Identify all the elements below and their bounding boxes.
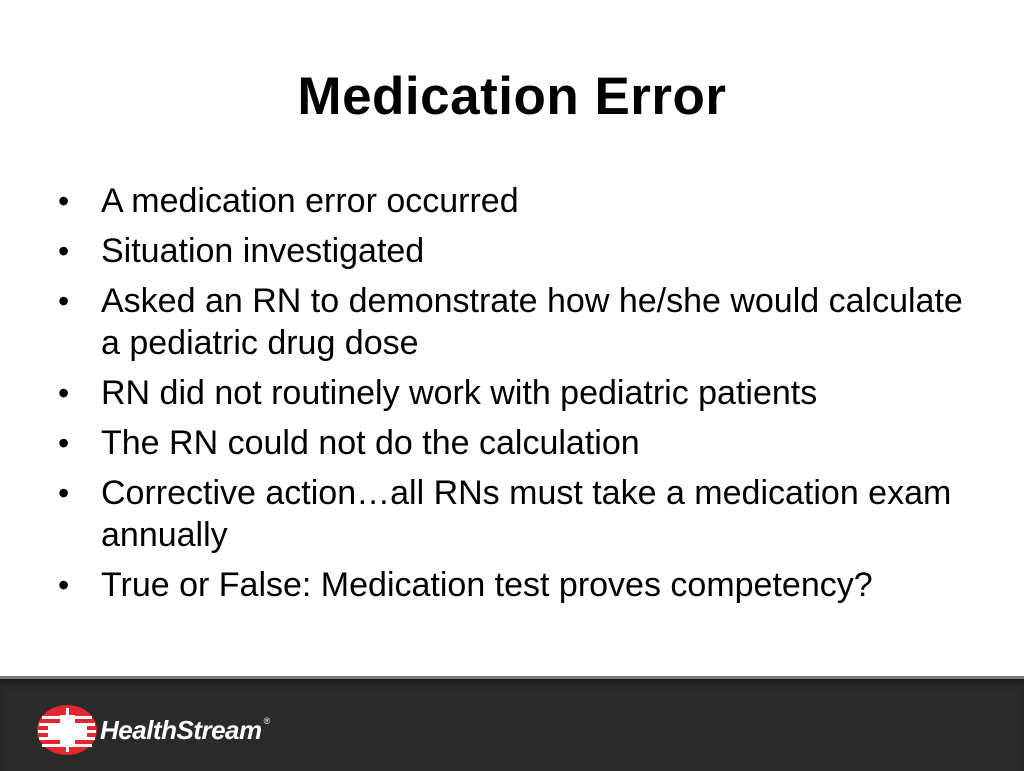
bullet-item: [58, 422, 978, 464]
bullet-text: True or False: Medication test proves competency?: [101, 566, 873, 604]
bullet-list: [58, 180, 978, 614]
healthstream-globe-icon: [36, 704, 98, 756]
bullet-dot-icon: •: [58, 567, 70, 603]
bullet-dot-icon: •: [58, 283, 70, 319]
bullet-text: The RN could not do the calculation: [101, 424, 640, 462]
bullet-dot-icon: •: [58, 425, 70, 461]
bullet-dot-icon: •: [58, 375, 70, 411]
slide-title: Medication Error: [297, 67, 727, 126]
bullet-item: [58, 472, 978, 556]
bullet-text: Situation investigated: [101, 232, 425, 270]
registered-mark: ®: [263, 716, 271, 726]
bullet-item: [58, 230, 978, 272]
bullet-dot-icon: •: [58, 475, 70, 511]
logo-text: HealthStream: [100, 714, 262, 745]
bullet-item: [58, 180, 978, 222]
bullet-text: A medication error occurred: [101, 182, 519, 220]
footer-band: [0, 676, 1024, 771]
bullet-text: RN did not routinely work with pediatric patients: [101, 374, 818, 412]
bullet-item: [58, 280, 978, 364]
bullet-dot-icon: •: [58, 233, 70, 269]
bullet-text: Corrective action…all RNs must take a medication exam annually: [101, 474, 952, 554]
healthstream-logo: [36, 704, 270, 756]
bullet-dot-icon: •: [58, 183, 70, 219]
bullet-text: Asked an RN to demonstrate how he/she would calculate a pediatric drug dose: [101, 282, 963, 362]
bullet-item: [58, 372, 978, 414]
bullet-item: [58, 564, 978, 606]
